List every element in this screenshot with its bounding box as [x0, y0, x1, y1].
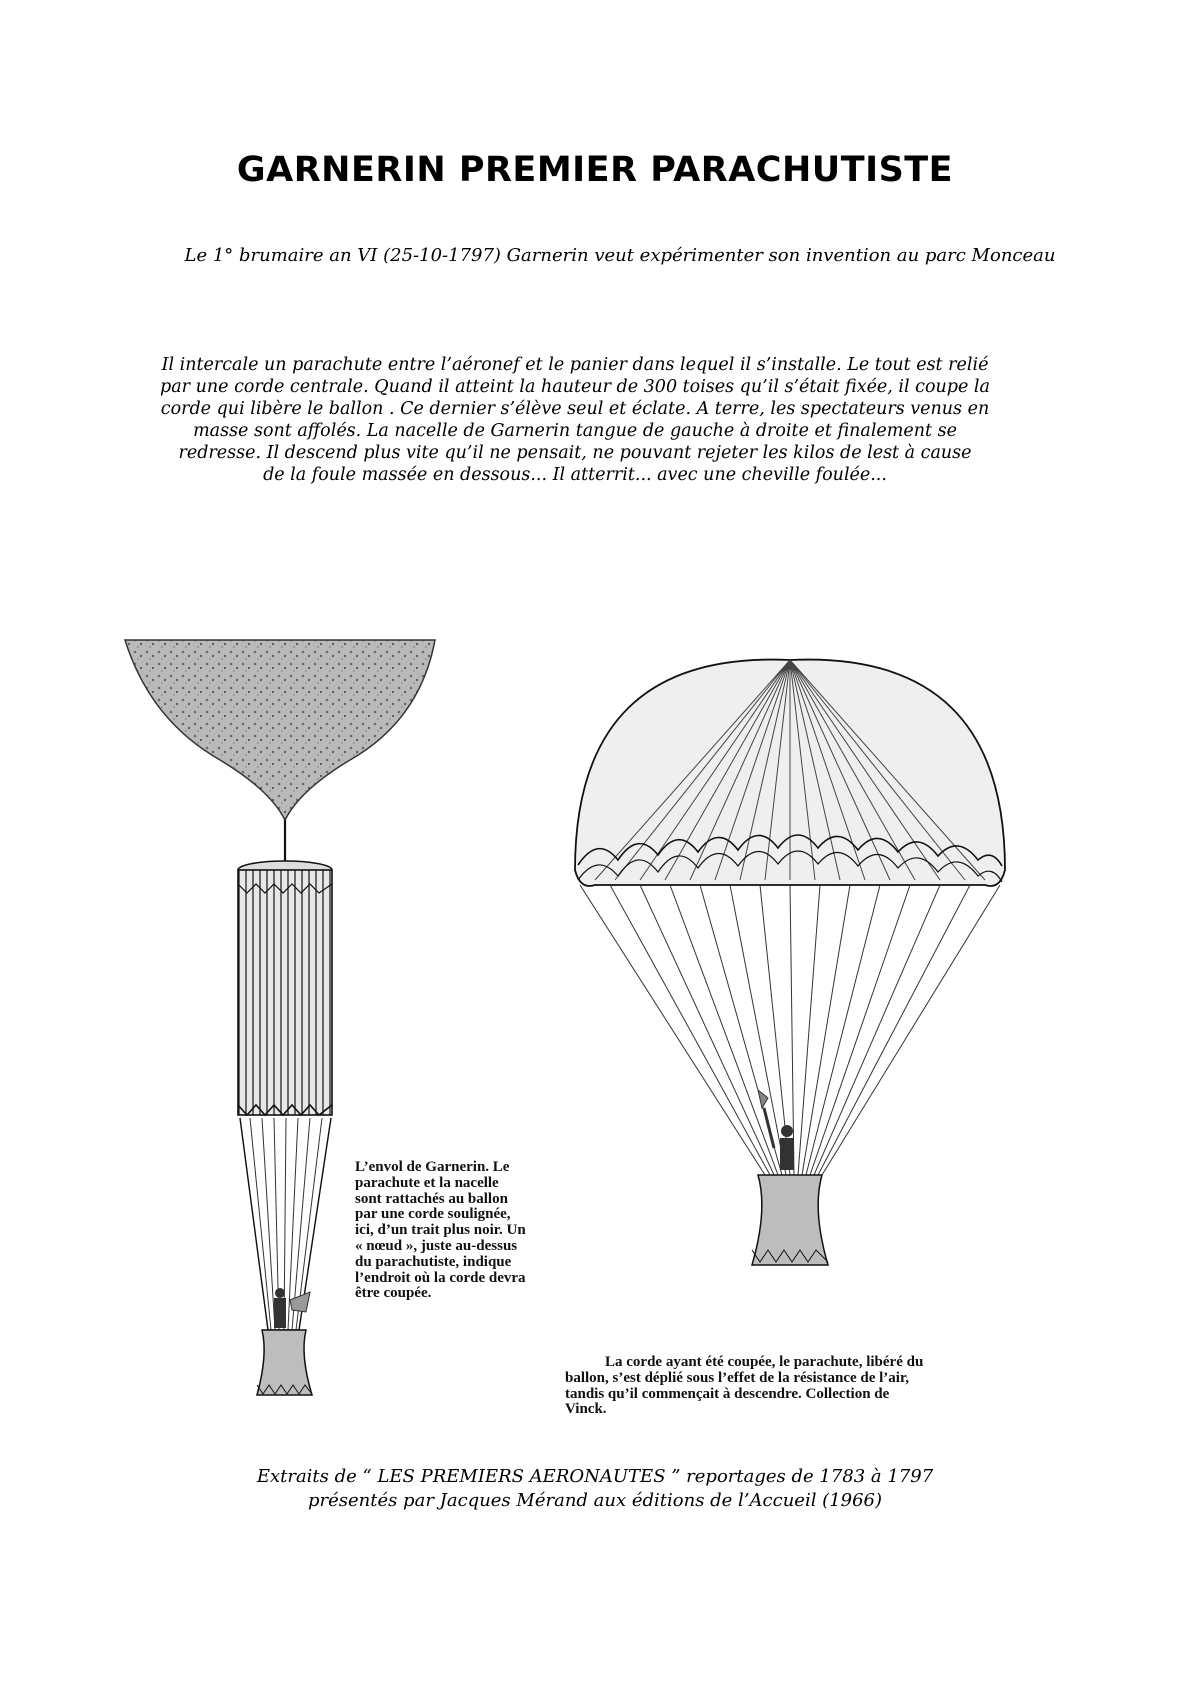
caption-left [355, 1160, 570, 1302]
caption-line: par une corde soulignée, [355, 1206, 511, 1223]
caption-line: « nœud », juste au-dessus [355, 1237, 518, 1254]
body-line: de la foule massée en dessous... Il atterrit... avec une cheville foulée... [263, 465, 887, 485]
caption-line: ici, d’un trait plus noir. Un [355, 1222, 526, 1239]
furled-parachute [238, 870, 332, 1115]
footer-line: Extraits de “ LES PREMIERS AERONAUTES ” reportages de 1783 à 1797 [256, 1466, 934, 1487]
caption-right [565, 1355, 1025, 1418]
caption-line: ballon, s’est déplié sous l’effet de la résistance de l’air, [565, 1369, 909, 1386]
body-line: Il intercale un parachute entre l’aéronef et le panier dans lequel il s’installe. Le tout est relié [161, 355, 989, 375]
body-line: redresse. Il descend plus vite qu’il ne pensait, ne pouvant rejeter les kilos de lest à cause [178, 443, 972, 463]
footer-line: présentés par Jacques Mérand aux éditions de l’Accueil (1966) [307, 1490, 883, 1511]
body-paragraph [145, 354, 1005, 486]
balloon-envelope [125, 640, 435, 820]
page-title: GARNERIN PREMIER PARACHUTISTE [236, 150, 954, 190]
caption-line: être coupée. [355, 1285, 432, 1302]
caption-line: L’envol de Garnerin. Le [355, 1159, 510, 1175]
source-citation [0, 1465, 1190, 1513]
caption-line: l’endroit où la corde devra [355, 1269, 526, 1286]
caption-line: Vinck. [565, 1401, 607, 1418]
caption-line: tandis qu’il commençait à descendre. Collection de [565, 1385, 890, 1402]
parachute-canopy [575, 660, 1005, 886]
subtitle: Le 1° brumaire an VI (25-10-1797) Garnerin veut expérimenter son invention au parc Monceau [184, 245, 1056, 266]
caption-line: sont rattachés au ballon [355, 1190, 508, 1207]
basket [257, 1330, 312, 1395]
caption-line: parachute et la nacelle [355, 1174, 499, 1191]
caption-line: La corde ayant été coupée, le parachute, libéré du [605, 1354, 924, 1370]
body-line: corde qui libère le ballon . Ce dernier s’élève seul et éclate. A terre, les spectateurs venus en [160, 399, 990, 419]
basket [752, 1175, 828, 1265]
caption-line: du parachutiste, indique [355, 1253, 512, 1270]
body-line: par une corde centrale. Quand il atteint la hauteur de 300 toises qu’il s’était fixée, il coupe la [160, 377, 990, 397]
body-line: masse sont affolés. La nacelle de Garnerin tangue de gauche à droite et finalement se [193, 421, 957, 441]
